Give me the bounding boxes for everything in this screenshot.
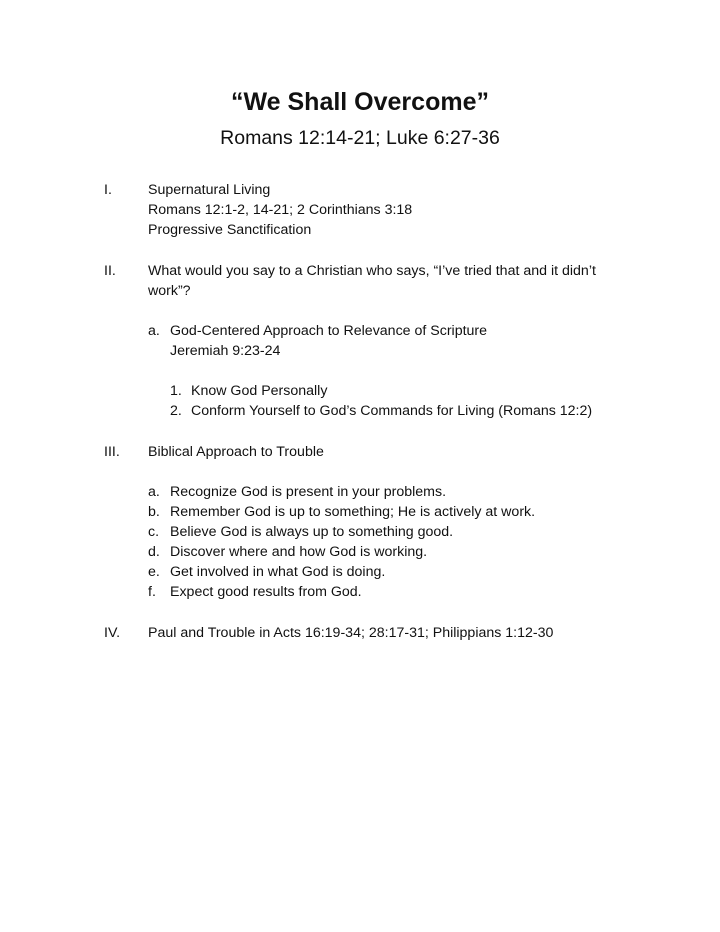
section-2-subpoint-text: God-Centered Approach to Relevance of Scripture: [170, 323, 488, 339]
list-item: Expect good results from God.: [170, 584, 362, 600]
list-item-marker: 2.: [170, 403, 182, 419]
list-item: Get involved in what God is doing.: [170, 564, 386, 580]
section-2-heading: What would you say to a Christian who says, “I’ve tried that and it didn’t: [148, 263, 596, 279]
section-4-heading: Paul and Trouble in Acts 16:19-34; 28:17-31; Philippians 1:12-30: [148, 625, 554, 641]
list-item-marker: c.: [148, 524, 160, 540]
section-2-heading-continued: work”?: [148, 283, 191, 299]
section-1-line: Progressive Sanctification: [148, 222, 312, 238]
section-1-numeral: I.: [104, 182, 112, 198]
section-2-subpoint-marker: a.: [148, 323, 160, 339]
list-item: Recognize God is present in your problems.: [170, 484, 447, 500]
section-3-numeral: III.: [104, 444, 120, 460]
list-item-marker: d.: [148, 544, 160, 560]
section-1-heading: Supernatural Living: [148, 182, 271, 198]
section-2-numeral: II.: [104, 263, 116, 279]
document-subtitle: Romans 12:14-21; Luke 6:27-36: [220, 127, 500, 149]
list-item-marker: e.: [148, 564, 160, 580]
list-item-marker: 1.: [170, 383, 182, 399]
list-item: Believe God is always up to something good.: [170, 524, 454, 540]
list-item: Remember God is up to something; He is actively at work.: [170, 504, 536, 520]
section-4-numeral: IV.: [104, 625, 121, 641]
section-2-subpoint-reference: Jeremiah 9:23-24: [170, 343, 281, 359]
document-title: “We Shall Overcome”: [231, 88, 489, 116]
section-1-line: Romans 12:1-2, 14-21; 2 Corinthians 3:18: [148, 202, 413, 218]
list-item: Conform Yourself to God’s Commands for Living (Romans 12:2): [191, 403, 593, 419]
list-item: Know God Personally: [191, 383, 328, 399]
section-3-heading: Biblical Approach to Trouble: [148, 444, 324, 460]
list-item-marker: b.: [148, 504, 160, 520]
list-item-marker: f.: [148, 584, 156, 600]
list-item-marker: a.: [148, 484, 160, 500]
list-item: Discover where and how God is working.: [170, 544, 428, 560]
